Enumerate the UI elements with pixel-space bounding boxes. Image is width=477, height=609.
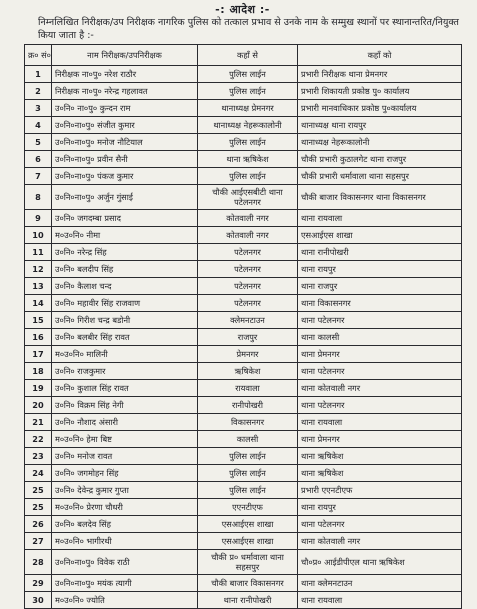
row-to: थाना ऋषिकेश <box>298 465 462 482</box>
row-name: उ०नि० देवेन्द्र कुमार गुप्ता <box>52 482 198 499</box>
table-row <box>25 244 462 261</box>
row-serial: 12 <box>25 261 52 278</box>
table-row <box>25 448 462 465</box>
row-from: पटेलनगर <box>198 295 298 312</box>
table-row <box>25 397 462 414</box>
order-heading: -: आदेश :- <box>215 3 270 16</box>
row-serial: 16 <box>25 329 52 346</box>
row-from: पुलिस लाईन <box>198 465 298 482</box>
row-from: रायवाला <box>198 380 298 397</box>
row-name: उ०नि० बलदेव सिंह <box>52 516 198 533</box>
order-intro: निम्नलिखित निरीक्षक/उप निरीक्षक नागरिक पुलिस को तत्काल प्रभाव से उनके नाम के सम्मुख स्थानों पर स्थानान्तरित/नियुक्त किया जाता है :- <box>38 17 459 41</box>
row-name: म०उ०नि० प्रेरणा चौधरी <box>52 499 198 516</box>
table-row <box>25 533 462 550</box>
row-serial: 26 <box>25 516 52 533</box>
row-serial: 15 <box>25 312 52 329</box>
row-name: उ०नि० नौशाद अंसारी <box>52 414 198 431</box>
transfer-table-body <box>25 66 462 609</box>
row-serial: 23 <box>25 448 52 465</box>
table-row <box>25 380 462 397</box>
row-from: थानाध्यक्ष प्रेमनगर <box>198 100 298 117</box>
row-to: थाना कोतवाली नगर <box>298 380 462 397</box>
row-serial: 28 <box>25 550 52 575</box>
row-serial: 13 <box>25 278 52 295</box>
row-serial: 20 <box>25 397 52 414</box>
row-to: थाना ऋषिकेश <box>298 448 462 465</box>
row-to: थाना रायपुर <box>298 499 462 516</box>
row-to: थाना कालसी <box>298 329 462 346</box>
row-to: थाना रायवाला <box>298 592 462 609</box>
row-from: रानीपोखरी <box>198 397 298 414</box>
row-from: ऋषिकेश <box>198 363 298 380</box>
row-serial: 10 <box>25 227 52 244</box>
row-to: थाना पटेलनगर <box>298 312 462 329</box>
row-from: पटेलनगर <box>198 278 298 295</box>
table-row <box>25 482 462 499</box>
table-row <box>25 185 462 210</box>
row-to: चौकी प्रभारी कुठालगेट थाना राजपुर <box>298 151 462 168</box>
row-serial: 4 <box>25 117 52 134</box>
row-to: थानाध्यक्ष नेहरूकालोनी <box>298 134 462 151</box>
table-row <box>25 295 462 312</box>
table-row <box>25 550 462 575</box>
row-name: उ०नि० जगदम्बा प्रसाद <box>52 210 198 227</box>
table-row <box>25 151 462 168</box>
row-name: उ०नि०ना०पु० मयंक त्यागी <box>52 575 198 592</box>
row-from: क्लेमनटाउन <box>198 312 298 329</box>
table-row <box>25 278 462 295</box>
row-from: पटेलनगर <box>198 261 298 278</box>
row-serial: 2 <box>25 83 52 100</box>
row-from: पटेलनगर <box>198 244 298 261</box>
table-row <box>25 168 462 185</box>
row-serial: 27 <box>25 533 52 550</box>
table-row <box>25 499 462 516</box>
table-row <box>25 210 462 227</box>
row-name: उ०नि०ना०पु० पंकज कुमार <box>52 168 198 185</box>
transfer-table <box>24 44 462 609</box>
row-serial: 25 <box>25 482 52 499</box>
row-to: चौकी बाजार विकासनगर थाना विकासनगर <box>298 185 462 210</box>
row-serial: 7 <box>25 168 52 185</box>
table-row <box>25 465 462 482</box>
table-row <box>25 100 462 117</box>
row-to: थाना राजपुर <box>298 278 462 295</box>
row-serial: 5 <box>25 134 52 151</box>
row-name: उ०नि० कैलाश चन्द <box>52 278 198 295</box>
row-serial: 19 <box>25 380 52 397</box>
row-name: उ०नि० बलबीर सिंह रावत <box>52 329 198 346</box>
row-to: चौ०प्र० आईडीपीएल थाना ऋषिकेश <box>298 550 462 575</box>
row-to: प्रभारी एएनटीएफ <box>298 482 462 499</box>
row-serial: 22 <box>25 431 52 448</box>
row-from: कोतवाली नगर <box>198 210 298 227</box>
row-serial: 1 <box>25 66 52 83</box>
row-from: पुलिस लाईन <box>198 482 298 499</box>
row-name: उ०नि० गिरीश चन्द्र बडोनी <box>52 312 198 329</box>
row-from: थाना ऋषिकेश <box>198 151 298 168</box>
row-serial: 25 <box>25 499 52 516</box>
table-row <box>25 329 462 346</box>
row-name: म०उ०नि० नीमा <box>52 227 198 244</box>
row-to: थाना क्लेमनटाउन <box>298 575 462 592</box>
row-name: उ०नि० कुशाल सिंह रावत <box>52 380 198 397</box>
row-to: प्रभारी निरीक्षक थाना प्रेमनगर <box>298 66 462 83</box>
table-row <box>25 592 462 609</box>
row-to: थाना रानीपोखरी <box>298 244 462 261</box>
row-name: उ०नि० जगमोहन सिंह <box>52 465 198 482</box>
row-serial: 17 <box>25 346 52 363</box>
row-to: थाना रायवाला <box>298 414 462 431</box>
row-from: पुलिस लाईन <box>198 83 298 100</box>
row-to: थाना पटेलनगर <box>298 397 462 414</box>
row-name: म०उ०नि० ज्योति <box>52 592 198 609</box>
row-from: कालसी <box>198 431 298 448</box>
row-from: विकासनगर <box>198 414 298 431</box>
table-row <box>25 414 462 431</box>
table-header-row <box>25 45 462 66</box>
row-to: थाना विकासनगर <box>298 295 462 312</box>
row-name: उ०नि० विक्रम सिंह नेगी <box>52 397 198 414</box>
row-name: उ०नि०ना०पु० विवेक राठी <box>52 550 198 575</box>
row-name: उ०नि०ना०पु० अर्जुन गुंसाई <box>52 185 198 210</box>
table-row <box>25 66 462 83</box>
table-row <box>25 117 462 134</box>
row-from: चौकी आईएसबीटी थाना पटेलनगर <box>198 185 298 210</box>
table-row <box>25 516 462 533</box>
table-row <box>25 363 462 380</box>
row-serial: 14 <box>25 295 52 312</box>
row-serial: 9 <box>25 210 52 227</box>
row-name: उ०नि० बलदीप सिंह <box>52 261 198 278</box>
row-serial: 18 <box>25 363 52 380</box>
row-to: थाना रायवाला <box>298 210 462 227</box>
row-name: उ०नि०ना०पु० मनोज नौटियाल <box>52 134 198 151</box>
table-row <box>25 346 462 363</box>
table-row <box>25 312 462 329</box>
row-name: म०उ०नि० भागीरथी <box>52 533 198 550</box>
row-serial: 8 <box>25 185 52 210</box>
row-name: उ०नि० मनोज रावत <box>52 448 198 465</box>
row-name: उ०नि० महावीर सिंह राजवाण <box>52 295 198 312</box>
row-to: थाना पटेलनगर <box>298 516 462 533</box>
row-from: एसआईएस शाखा <box>198 516 298 533</box>
row-serial: 21 <box>25 414 52 431</box>
row-from: प्रेमनगर <box>198 346 298 363</box>
row-from: एएनटीएफ <box>198 499 298 516</box>
table-row <box>25 227 462 244</box>
header-name: नाम निरीक्षक/उपनिरीक्षक <box>52 45 198 66</box>
row-to: चौकी प्रभारी धर्मावाला थाना सहसपुर <box>298 168 462 185</box>
header-sn: क्र० सं० <box>25 45 52 66</box>
row-to: एसआईएस शाखा <box>298 227 462 244</box>
row-serial: 6 <box>25 151 52 168</box>
header-from: कहाँ से <box>198 45 298 66</box>
row-name: निरीक्षक ना०पु० नरेश राठौर <box>52 66 198 83</box>
row-from: थाना रानीपोखरी <box>198 592 298 609</box>
table-row <box>25 431 462 448</box>
row-to: थाना कोतवाली नगर <box>298 533 462 550</box>
row-from: थानाध्यक्ष नेहरूकालोनी <box>198 117 298 134</box>
table-row <box>25 261 462 278</box>
table-row <box>25 83 462 100</box>
row-to: प्रभारी मानवाधिकार प्रकोष्ठ पु०कार्यालय <box>298 100 462 117</box>
row-from: राजपुर <box>198 329 298 346</box>
row-from: चौकी बाजार विकासनगर <box>198 575 298 592</box>
row-from: पुलिस लाईन <box>198 168 298 185</box>
row-to: थानाध्यक्ष थाना रायपुर <box>298 117 462 134</box>
row-serial: 24 <box>25 465 52 482</box>
row-from: एसआईएस शाखा <box>198 533 298 550</box>
row-name: उ०नि० राजकुमार <box>52 363 198 380</box>
table-row <box>25 134 462 151</box>
row-name: उ०नि० नरेन्द्र सिंह <box>52 244 198 261</box>
row-serial: 11 <box>25 244 52 261</box>
row-from: पुलिस लाईन <box>198 66 298 83</box>
table-row <box>25 575 462 592</box>
row-to: थाना पटेलनगर <box>298 363 462 380</box>
row-name: उ०नि०ना०पु० प्रवीन सैनी <box>52 151 198 168</box>
row-name: म०उ०नि० मालिनी <box>52 346 198 363</box>
row-name: म०उ०नि० हेमा बिष्ट <box>52 431 198 448</box>
row-from: कोतवाली नगर <box>198 227 298 244</box>
row-to: थाना प्रेमनगर <box>298 346 462 363</box>
row-serial: 30 <box>25 592 52 609</box>
row-serial: 29 <box>25 575 52 592</box>
row-serial: 3 <box>25 100 52 117</box>
row-from: पुलिस लाईन <box>198 134 298 151</box>
row-from: पुलिस लाईन <box>198 448 298 465</box>
row-name: निरीक्षक ना०पु० नरेन्द्र गहलावत <box>52 83 198 100</box>
row-name: उ०नि०ना०पु० संजीत कुमार <box>52 117 198 134</box>
row-to: थाना रायपुर <box>298 261 462 278</box>
row-from: चौकी प्र० धर्मावाला थाना सहसपुर <box>198 550 298 575</box>
row-to: थाना प्रेमनगर <box>298 431 462 448</box>
header-to: कहाँ को <box>298 45 462 66</box>
row-name: उ०नि० ना०पु० कुन्दन राम <box>52 100 198 117</box>
row-to: प्रभारी शिकायती प्रकोष्ठ पु० कार्यालय <box>298 83 462 100</box>
